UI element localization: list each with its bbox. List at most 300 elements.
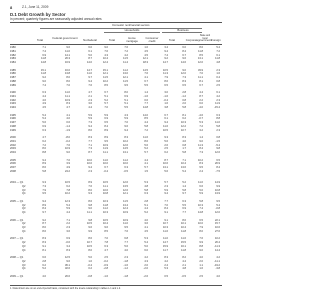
table-cell: 4.3 (104, 53, 108, 57)
table-cell: -1.6 (103, 274, 108, 278)
table-cell: 10.7 (162, 222, 168, 226)
table-cell: 5.6 (144, 143, 148, 147)
table-cell: 5.4 (144, 241, 148, 244)
table-cell: 4.4 (88, 106, 92, 109)
table-cell: 14.5 (142, 68, 148, 72)
table-cell: 2.0 (144, 263, 148, 267)
table-cell: 8.0 (124, 91, 128, 94)
table-cell: 8.9 (88, 181, 92, 184)
table-cell: 10.8 (214, 188, 220, 192)
table-cell: 8.7 (164, 158, 168, 162)
table-cell: 9.3 (164, 136, 168, 139)
row-period-label: 2007 — Q1 (10, 237, 24, 241)
table-cell: 2.3 (216, 128, 220, 132)
table-cell: 11.8 (103, 203, 108, 207)
table-cell: 8.0 (88, 248, 92, 252)
row-period-label: 2003 (10, 147, 16, 151)
table-cell: 8.4 (199, 147, 203, 151)
table-cell: 4.1 (144, 226, 148, 229)
table-cell: 5.0 (144, 244, 148, 248)
table-cell: -11.3 (214, 244, 220, 248)
table-cell: 8.0 (199, 229, 203, 233)
table-cell: 9.4 (164, 121, 168, 124)
table-cell: 1.0 (88, 259, 92, 263)
table-cell: 10.0 (86, 158, 92, 162)
table-cell: 11.6 (163, 124, 168, 128)
table-cell: 11.8 (41, 57, 46, 61)
table-cell: 8.6 (182, 218, 186, 222)
table-cell: 8.9 (42, 203, 46, 207)
table-cell: 11.6 (181, 237, 186, 241)
table-cell: 6.1 (88, 49, 92, 53)
table-cell: 11.1 (103, 151, 108, 154)
table-cell: 11.0 (198, 181, 203, 184)
row-period-label: Q3 (22, 263, 26, 267)
table-cell: 4.2 (124, 53, 128, 57)
table-cell: 5.2 (144, 211, 148, 214)
table-cell: 11.2 (103, 207, 108, 211)
table-cell: 1.6 (216, 72, 220, 76)
table-cell: 5.1 (124, 102, 128, 106)
table-cell: 9.0 (104, 46, 108, 49)
row-period-label: 1993 (10, 102, 16, 106)
table-cell: 10.9 (64, 147, 70, 151)
header-rule (10, 44, 222, 45)
table-cell: 7.6 (104, 49, 108, 53)
table-cell: 11.3 (198, 143, 203, 147)
table-cell: 16.1 (180, 244, 186, 248)
table-cell: 8.4 (42, 207, 46, 211)
table-cell: 7.4 (199, 207, 203, 211)
table-cell: 2.1 (88, 94, 92, 98)
row-period-label: Q2 (22, 241, 26, 244)
table-cell: 4.8 (182, 267, 186, 271)
table-cell: 0.8 (216, 136, 220, 139)
table-cell: 8.9 (104, 136, 108, 139)
table-cell: 10.3 (102, 211, 108, 214)
row-period-label: 2004 — Q1 (10, 181, 24, 184)
table-cell: 3.0 (164, 91, 168, 94)
row-period-label: 2002 (10, 143, 16, 147)
table-cell: 9.4 (124, 128, 128, 132)
table-cell: 6.9 (182, 207, 186, 211)
table-cell: 5.7 (164, 181, 168, 184)
table-cell: 11.2 (123, 158, 128, 162)
row-period-label: 1981 (10, 49, 16, 53)
table-cell: 3.4 (66, 244, 70, 248)
table-cell: 14.0 (86, 61, 92, 64)
table-cell: 8.8 (216, 117, 220, 121)
row-period-label: Q4 (22, 267, 26, 271)
table-cell: 12.6 (122, 143, 128, 147)
table-cell: 8.8 (42, 151, 46, 154)
table-cell: 10.2 (214, 237, 220, 241)
table-cell: 2.2 (66, 222, 70, 226)
row-period-label: Q2 (22, 259, 26, 263)
table-cell: 6.3 (124, 166, 128, 169)
table-cell: 10.7 (86, 241, 92, 244)
row-period-label: 1999 (10, 128, 16, 132)
table-cell: 6.0 (182, 46, 186, 49)
column-header-home-mortgage: Home mortgage (126, 36, 138, 43)
row-period-label: 2006 — Q1 (10, 218, 24, 222)
table-cell: 8.3 (164, 256, 168, 259)
table-cell: 3.4 (164, 46, 168, 49)
table-cell: 6.5 (164, 83, 168, 87)
table-title: D.1 Debt Growth by Sector (10, 12, 66, 17)
table-cell: 9.4 (164, 49, 168, 53)
table-cell: 4.6 (42, 98, 46, 102)
table-cell: 5.5 (124, 106, 128, 109)
table-cell: 11.5 (123, 79, 128, 83)
table-cell: 1.6 (164, 102, 168, 106)
table-cell: 9.0 (199, 139, 203, 143)
table-cell: 13.4 (122, 203, 128, 207)
table-cell: 8.2 (182, 256, 186, 259)
table-cell: 8.3 (199, 162, 203, 166)
row-period-label: 1991 (10, 94, 16, 98)
table-cell: 11.0 (163, 237, 168, 241)
table-cell: 5.3 (144, 237, 148, 241)
table-cell: 7.8 (66, 188, 70, 192)
table-cell: 8.0 (42, 226, 46, 229)
table-cell: 3.6 (144, 222, 148, 226)
table-cell: 8.0 (42, 147, 46, 151)
table-cell: 8.1 (199, 79, 203, 83)
table-cell: -4.6 (198, 113, 203, 117)
table-cell: 2.3 (164, 184, 168, 188)
table-cell: 2.6 (164, 143, 168, 147)
table-cell: 4.4 (42, 94, 46, 98)
table-cell: 7.0 (104, 106, 108, 109)
table-cell: 4.7 (104, 248, 108, 252)
table-cell: 9.9 (216, 184, 220, 188)
table-cell: 8.3 (182, 136, 186, 139)
table-cell: 4.2 (216, 256, 220, 259)
table-cell: 5.8 (144, 188, 148, 192)
row-period-label: 1992 (10, 98, 16, 102)
table-cell: 7.1 (42, 46, 46, 49)
table-cell: -7.5 (215, 169, 220, 173)
table-cell: 7.8 (104, 241, 108, 244)
table-cell: 15.7 (214, 222, 220, 226)
table-cell: 2.8 (144, 199, 148, 203)
table-cell: 9.5 (104, 139, 108, 143)
table-cell: -0.9 (103, 263, 108, 267)
table-cell: -0.8 (87, 274, 92, 278)
table-cell: 5.1 (124, 98, 128, 102)
table-cell: 7.7 (182, 211, 186, 214)
table-cell: 2.0 (182, 102, 186, 106)
table-cell: 20.6 (64, 274, 70, 278)
row-period-label: 1987 (10, 76, 16, 79)
table-cell: 5.4 (216, 46, 220, 49)
table-cell: 6.7 (199, 83, 203, 87)
table-cell: 12.0 (214, 211, 220, 214)
table-cell: 6.1 (216, 91, 220, 94)
table-cell: 10.9 (122, 218, 128, 222)
table-cell: 9.1 (164, 218, 168, 222)
row-period-label: 2005 — Q1 (10, 199, 24, 203)
table-cell: 6.8 (124, 237, 128, 241)
table-cell: 7.6 (66, 143, 70, 147)
table-cell: 10.6 (162, 162, 168, 166)
table-cell: 0.8 (182, 98, 186, 102)
table-cell: 10.1 (180, 222, 186, 226)
table-cell: -0.5 (123, 169, 128, 173)
table-cell: 33.9 (197, 68, 203, 72)
row-period-label: 1982 (10, 53, 16, 57)
table-cell: 11.0 (65, 91, 70, 94)
table-cell: 8.3 (66, 102, 70, 106)
table-cell: 8.6 (88, 128, 92, 132)
table-cell: 12.3 (64, 199, 70, 203)
table-cell: 6.5 (199, 218, 203, 222)
table-cell: 2.3 (88, 169, 92, 173)
table-cell: 6.1 (216, 53, 220, 57)
table-cell: 8.4 (104, 124, 108, 128)
table-cell: 12.5 (64, 256, 70, 259)
table-cell: -4.0 (198, 106, 203, 109)
table-cell: 24.2 (64, 169, 70, 173)
table-cell: 10.0 (197, 222, 203, 226)
households-span-line (104, 32, 160, 33)
table-cell: 6.3 (42, 128, 46, 132)
table-cell: 9.4 (88, 166, 92, 169)
table-cell: -1.5 (215, 139, 220, 143)
table-cell: 9.4 (42, 199, 46, 203)
table-cell: 14.1 (64, 53, 70, 57)
table-cell: 3.6 (88, 102, 92, 106)
table-cell: 5.4 (66, 203, 70, 207)
table-cell: 13.9 (214, 192, 220, 196)
table-cell: 7.3 (182, 76, 186, 79)
table-cell: 12.0 (197, 61, 203, 64)
table-cell: 4.9 (66, 166, 70, 169)
row-period-label: 1985 (10, 68, 16, 72)
table-cell: 16.9 (64, 61, 70, 64)
row-period-label: Q2 (22, 203, 26, 207)
table-cell: -0.8 (215, 207, 220, 211)
table-cell: 9.6 (182, 57, 186, 61)
table-cell: 10.9 (64, 98, 70, 102)
table-cell: 5.0 (88, 256, 92, 259)
table-cell: -1.2 (123, 267, 128, 271)
table-cell: 4.8 (144, 184, 148, 188)
table-cell: 10.5 (86, 222, 92, 226)
table-cell: 9.7 (88, 76, 92, 79)
table-cell: 7.7 (88, 139, 92, 143)
table-cell: -0.4 (163, 98, 168, 102)
table-cell: 9.5 (124, 83, 128, 87)
table-cell: 8.0 (88, 188, 92, 192)
table-cell: -0.4 (103, 169, 108, 173)
column-header-state-local: State and local governments (198, 34, 212, 43)
table-cell: 7.4 (42, 49, 46, 53)
table-cell: 10.5 (86, 244, 92, 248)
table-cell: 7.6 (124, 46, 128, 49)
table-cell: 2.5 (104, 256, 108, 259)
table-cell: 10.4 (102, 57, 108, 61)
table-cell: 5.0 (88, 53, 92, 57)
table-cell: 9.0 (66, 151, 70, 154)
table-cell: 8.4 (216, 166, 220, 169)
table-cell: -19.2 (214, 263, 220, 267)
table-cell: 8.8 (199, 244, 203, 248)
row-period-label: 2001 (10, 139, 16, 143)
table-cell: 5.6 (164, 169, 168, 173)
table-cell: 27.6 (214, 229, 220, 233)
table-cell: 0.2 (88, 267, 92, 271)
table-cell: 6.2 (42, 263, 46, 267)
table-cell: 11.1 (198, 76, 203, 79)
table-cell: 6.9 (104, 117, 108, 121)
table-cell: 5.4 (42, 113, 46, 117)
row-period-label: Q3 (22, 188, 26, 192)
table-cell: 5.4 (182, 169, 186, 173)
row-period-label: 1989 (10, 83, 16, 87)
table-cell: 9.6 (104, 226, 108, 229)
table-cell: 7.7 (144, 102, 148, 106)
table-cell: 5.9 (104, 113, 108, 117)
table-cell: 0.5 (164, 274, 168, 278)
row-period-label: 1997 (10, 121, 16, 124)
table-cell: 7.2 (144, 128, 148, 132)
table-cell: 11.0 (87, 72, 92, 76)
table-cell: 7.7 (124, 241, 128, 244)
table-cell: 10.5 (64, 181, 70, 184)
table-cell: 12.0 (180, 72, 186, 76)
table-cell: 5.8 (42, 169, 46, 173)
table-cell: 1.4 (182, 184, 186, 188)
table-cell: 12.1 (102, 72, 108, 76)
business-span-header: Business (177, 27, 189, 32)
table-cell: 5.6 (124, 244, 128, 248)
table-cell: 12.6 (122, 188, 128, 192)
table-cell: 6.2 (182, 117, 186, 121)
table-cell: 6.3 (104, 244, 108, 248)
table-cell: 8.5 (104, 83, 108, 87)
table-cell: 12.1 (142, 57, 148, 61)
table-cell: 5.8 (182, 106, 186, 109)
table-cell: -0.2 (103, 259, 108, 263)
table-cell: 4.2 (144, 256, 148, 259)
table-cell: 10.9 (122, 211, 128, 214)
table-cell: 4.7 (88, 91, 92, 94)
table-cell: 8.0 (66, 76, 70, 79)
table-cell: 4.4 (199, 91, 203, 94)
table-cell: 5.8 (144, 124, 148, 128)
table-cell: 12.6 (214, 151, 220, 154)
table-cell: 20.3 (64, 57, 70, 61)
table-cell: 14.5 (122, 147, 128, 151)
table-cell: 5.2 (144, 147, 148, 151)
table-cell: 7.4 (164, 53, 168, 57)
domestic-span-header: Domestic nonfinancial sectors (112, 22, 150, 27)
table-cell: 6.3 (144, 192, 148, 196)
row-period-label: 1995 (10, 113, 16, 117)
table-cell: 5.9 (88, 117, 92, 121)
table-cell: 9.4 (164, 192, 168, 196)
table-cell: 3.9 (66, 162, 70, 166)
table-cell: 14.9 (214, 181, 220, 184)
table-cell: 1.5 (144, 169, 148, 173)
table-cell: 9.0 (42, 79, 46, 83)
table-cell: 8.4 (182, 49, 186, 53)
table-cell: 0.6 (66, 121, 70, 124)
table-cell: 9.4 (88, 79, 92, 83)
table-cell: 6.7 (144, 79, 148, 83)
table-cell: 11.5 (123, 199, 128, 203)
table-subtitle: In percent; quarterly figures are seasonally adjusted annual rates (10, 17, 102, 21)
table-cell: 9.8 (216, 147, 220, 151)
row-period-label: Q3 (22, 207, 26, 211)
table-cell: 8.3 (42, 241, 46, 244)
table-cell: 12.4 (122, 207, 128, 211)
table-cell: 10.5 (102, 181, 108, 184)
table-cell: 5.2 (42, 267, 46, 271)
table-cell: 7.6 (124, 229, 128, 233)
table-cell: 0.8 (216, 79, 220, 83)
table-cell: 7.1 (66, 218, 70, 222)
table-cell: 13.8 (64, 72, 70, 76)
table-cell: 11.3 (163, 72, 168, 76)
table-cell: 11.5 (123, 57, 128, 61)
table-row (10, 275, 222, 279)
table-cell: 4.7 (66, 106, 70, 109)
table-cell: 11.1 (65, 94, 70, 98)
table-cell: 3.6 (66, 229, 70, 233)
table-cell: -0.2 (65, 139, 70, 143)
table-cell: 6.0 (88, 46, 92, 49)
column-header-total: Total (37, 38, 43, 42)
table-cell: 12.1 (122, 192, 128, 196)
table-cell: 7.9 (199, 226, 203, 229)
table-cell: 8.0 (66, 79, 70, 83)
table-cell: 6.5 (182, 83, 186, 87)
table-cell: 7.4 (42, 83, 46, 87)
row-period-label: Q3 (22, 244, 26, 248)
table-cell: 14.8 (197, 211, 203, 214)
table-cell: 8.3 (42, 237, 46, 241)
table-cell: 14.8 (142, 106, 148, 109)
table-cell: 4.9 (42, 102, 46, 106)
table-cell: 4.4 (144, 207, 148, 211)
table-cell: 8.5 (104, 229, 108, 233)
column-header-consumer-credit: Consumer credit (145, 36, 159, 43)
table-cell: 7.2 (42, 143, 46, 147)
table-cell: 15.1 (102, 68, 108, 72)
bottom-rule (10, 285, 222, 286)
table-cell: 7.7 (164, 199, 168, 203)
table-cell: 6.9 (42, 124, 46, 128)
table-cell: 6.6 (199, 184, 203, 188)
table-cell: 7.0 (164, 203, 168, 207)
table-cell: 4.0 (199, 256, 203, 259)
table-cell: 10.9 (102, 143, 108, 147)
row-period-label: 2008 — Q1 (10, 256, 24, 259)
table-cell: 10.3 (180, 121, 186, 124)
table-cell: 5.9 (124, 117, 128, 121)
table-cell: 4.0 (144, 218, 148, 222)
table-cell: 2.5 (199, 274, 203, 278)
table-cell: 4.1 (144, 76, 148, 79)
table-cell: -8.0 (65, 136, 70, 139)
table-cell: 4.4 (144, 158, 148, 162)
table-cell: 5.8 (216, 124, 220, 128)
table-cell: 2.0 (199, 259, 203, 263)
table-cell: 7.2 (199, 124, 203, 128)
